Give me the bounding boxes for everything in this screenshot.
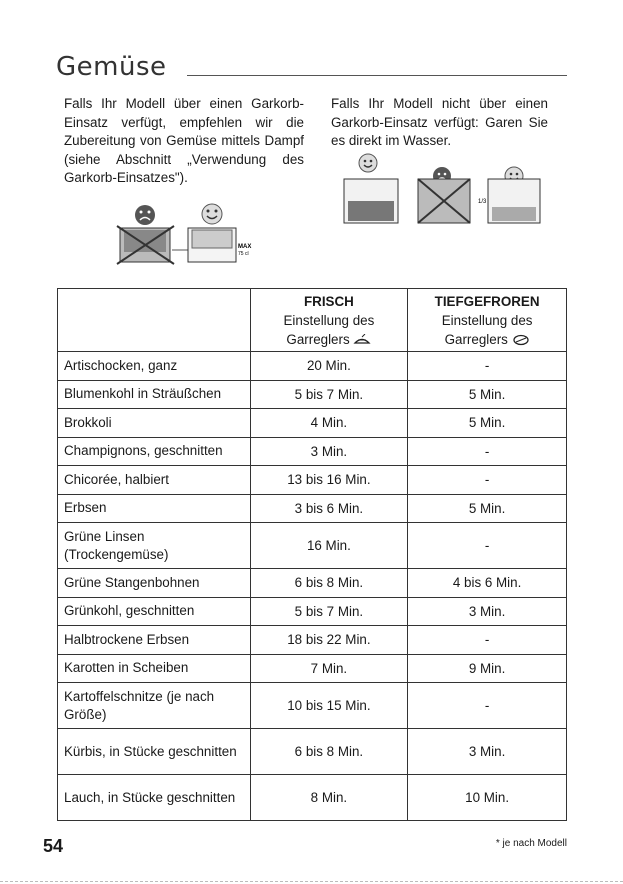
frozen-time-cell: 10 Min. bbox=[408, 775, 567, 821]
vegetable-name-cell: Grüne Stangenbohnen bbox=[58, 569, 251, 598]
pot-water-illustration bbox=[338, 153, 548, 229]
fresh-time-cell: 16 Min. bbox=[250, 523, 408, 569]
fresh-time-cell: 4 Min. bbox=[250, 409, 408, 438]
header-frozen bbox=[408, 289, 567, 352]
header-fresh-line2: Einstellung des bbox=[283, 312, 375, 328]
fresh-time-cell: 5 bis 7 Min. bbox=[250, 380, 408, 409]
fresh-time-cell: 8 Min. bbox=[250, 775, 408, 821]
max-label: MAX bbox=[238, 244, 252, 250]
frozen-time-cell: 3 Min. bbox=[408, 729, 567, 775]
vegetable-name-cell: Karotten in Scheiben bbox=[58, 654, 251, 683]
table-row bbox=[58, 569, 567, 598]
frozen-time-cell: 5 Min. bbox=[408, 380, 567, 409]
fresh-time-cell: 13 bis 16 Min. bbox=[250, 466, 408, 495]
frozen-time-cell: - bbox=[408, 523, 567, 569]
fresh-time-cell: 10 bis 15 Min. bbox=[250, 683, 408, 729]
frozen-time-cell: - bbox=[408, 683, 567, 729]
frozen-vegetable-icon bbox=[512, 334, 530, 346]
vegetable-name-cell: Chicorée, halbiert bbox=[58, 466, 251, 495]
table-header-row bbox=[58, 289, 567, 352]
vegetable-name-cell: Kürbis, in Stücke geschnitten bbox=[58, 729, 251, 775]
vegetable-name-cell: Champignons, geschnitten bbox=[58, 437, 251, 466]
header-fresh-line3: Garreglers bbox=[286, 331, 350, 347]
vegetable-name-cell: Blumenkohl in Sträußchen bbox=[58, 380, 251, 409]
frozen-time-cell: - bbox=[408, 466, 567, 495]
title-rule bbox=[187, 75, 567, 76]
table-row bbox=[58, 380, 567, 409]
footnote: * je nach Modell bbox=[495, 838, 567, 849]
table-row bbox=[58, 683, 567, 729]
frozen-time-cell: 4 bis 6 Min. bbox=[408, 569, 567, 598]
vegetable-cooking-table bbox=[57, 288, 567, 821]
capacity-label: 75 cl bbox=[238, 251, 249, 257]
table-row bbox=[58, 654, 567, 683]
page-title: Gemüse bbox=[56, 52, 167, 82]
frozen-time-cell: 5 Min. bbox=[408, 409, 567, 438]
fresh-time-cell: 3 bis 6 Min. bbox=[250, 494, 408, 523]
fresh-time-cell: 5 bis 7 Min. bbox=[250, 597, 408, 626]
frozen-time-cell: 3 Min. bbox=[408, 597, 567, 626]
pot-vegetables bbox=[344, 179, 398, 223]
fresh-time-cell: 20 Min. bbox=[250, 352, 408, 381]
table-row bbox=[58, 437, 567, 466]
happy-face-icon bbox=[359, 154, 377, 172]
vegetable-name-cell: Grüne Linsen (Trockengemüse) bbox=[58, 523, 251, 569]
header-frozen-line3: Garreglers bbox=[444, 331, 508, 347]
pot-overfilled-crossed bbox=[418, 179, 470, 223]
pot-water-third bbox=[488, 179, 540, 223]
table-row bbox=[58, 466, 567, 495]
fresh-time-cell: 7 Min. bbox=[250, 654, 408, 683]
table-row bbox=[58, 352, 567, 381]
fresh-time-cell: 3 Min. bbox=[250, 437, 408, 466]
table-row bbox=[58, 775, 567, 821]
intro-text-right: Falls Ihr Modell nicht über einen Garkorb-Einsatz verfügt: Garen Sie es direkt im Wasser. bbox=[331, 96, 548, 148]
happy-face-icon bbox=[202, 204, 222, 224]
table-row bbox=[58, 409, 567, 438]
table-row bbox=[58, 597, 567, 626]
vegetable-name-cell: Halbtrockene Erbsen bbox=[58, 626, 251, 655]
vegetable-name-cell: Kartoffelschnitze (je nach Größe) bbox=[58, 683, 251, 729]
fresh-time-cell: 18 bis 22 Min. bbox=[250, 626, 408, 655]
fraction-label: 1/3 bbox=[478, 199, 487, 205]
table-row bbox=[58, 626, 567, 655]
fresh-vegetable-icon bbox=[353, 334, 371, 346]
table-row bbox=[58, 494, 567, 523]
vegetable-name-cell: Grünkohl, geschnitten bbox=[58, 597, 251, 626]
steam-basket-illustration bbox=[112, 200, 254, 266]
vegetable-name-cell: Brokkoli bbox=[58, 409, 251, 438]
fresh-time-cell: 6 bis 8 Min. bbox=[250, 729, 408, 775]
header-frozen-line1: TIEFGEFROREN bbox=[434, 293, 540, 309]
vegetable-name-cell: Artischocken, ganz bbox=[58, 352, 251, 381]
frozen-time-cell: - bbox=[408, 437, 567, 466]
page-number: 54 bbox=[43, 836, 64, 856]
pot-correct bbox=[188, 228, 236, 262]
fresh-time-cell: 6 bis 8 Min. bbox=[250, 569, 408, 598]
table-row bbox=[58, 729, 567, 775]
frozen-time-cell: 5 Min. bbox=[408, 494, 567, 523]
bottom-divider bbox=[0, 881, 623, 883]
intro-text-left: Falls Ihr Modell über einen Garkorb-Einsatz verfügt, empfehlen wir die Zubereitung von Gemüse mittels Dampf (siehe Abschnitt „Verwendung des Garkorb-Einsatzes"). bbox=[64, 96, 304, 185]
pot-overfilled-crossed bbox=[117, 226, 174, 264]
header-vegetable bbox=[58, 289, 251, 352]
vegetable-name-cell: Erbsen bbox=[58, 494, 251, 523]
table-row bbox=[58, 523, 567, 569]
vegetable-name-cell: Lauch, in Stücke geschnitten bbox=[58, 775, 251, 821]
header-fresh bbox=[250, 289, 408, 352]
frozen-time-cell: - bbox=[408, 352, 567, 381]
frozen-time-cell: 9 Min. bbox=[408, 654, 567, 683]
header-fresh-line1: FRISCH bbox=[303, 293, 354, 309]
frozen-time-cell: - bbox=[408, 626, 567, 655]
header-frozen-line2: Einstellung des bbox=[441, 312, 533, 328]
sad-face-icon bbox=[135, 205, 155, 225]
